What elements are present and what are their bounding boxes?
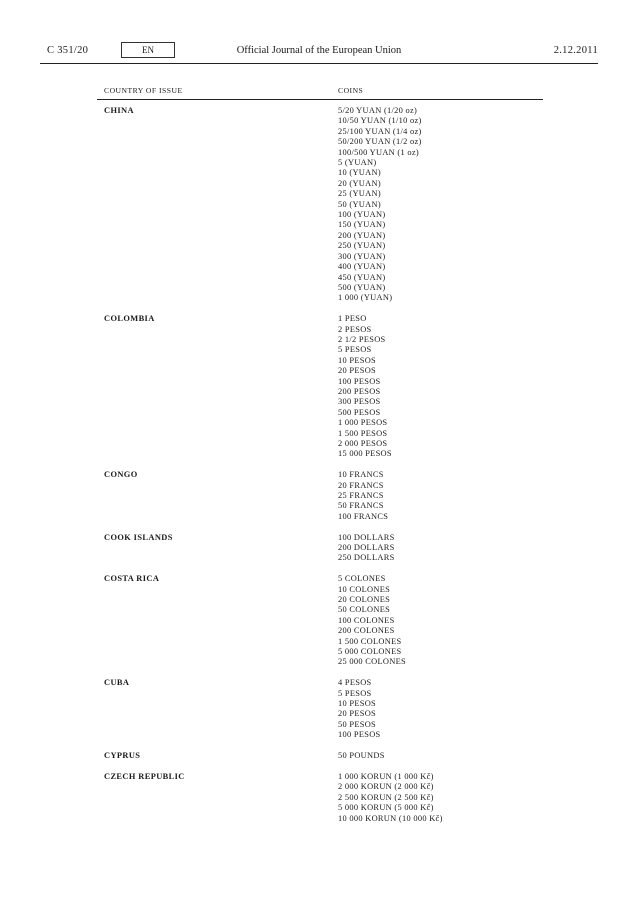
coin-denomination: 20 COLONES bbox=[338, 595, 391, 605]
table-row bbox=[104, 772, 542, 824]
coin-denomination: 450 (YUAN) bbox=[338, 272, 386, 282]
coin-denomination: 400 (YUAN) bbox=[338, 262, 386, 272]
table-row bbox=[104, 533, 542, 564]
column-header-divider bbox=[97, 99, 543, 100]
coin-denomination: 150 (YUAN) bbox=[338, 220, 386, 230]
coin-denomination: 5/20 YUAN (1/20 oz) bbox=[338, 106, 418, 115]
coin-denomination: 25 000 COLONES bbox=[338, 657, 406, 667]
coin-denomination: 1 000 (YUAN) bbox=[338, 293, 393, 303]
coin-denomination: 50 PESOS bbox=[338, 719, 377, 729]
coin-denomination: 10 PESOS bbox=[338, 699, 377, 709]
coin-list bbox=[338, 574, 406, 668]
coin-denomination: 250 DOLLARS bbox=[338, 553, 395, 563]
coin-denomination: 50 FRANCS bbox=[338, 501, 384, 511]
table-row bbox=[104, 314, 542, 460]
country-name: CHINA bbox=[104, 106, 134, 115]
coin-list bbox=[338, 314, 392, 460]
coin-denomination: 100 PESOS bbox=[338, 730, 381, 740]
coin-list bbox=[338, 772, 443, 824]
coin-denomination: 500 PESOS bbox=[338, 407, 381, 417]
coin-denomination: 2 500 KORUN (2 500 Kč) bbox=[338, 792, 434, 802]
coin-denomination: 5 PESOS bbox=[338, 688, 372, 698]
coin-denomination: 2 000 KORUN (2 000 Kč) bbox=[338, 782, 434, 792]
coin-denomination: 300 PESOS bbox=[338, 397, 381, 407]
coin-denomination: 25 (YUAN) bbox=[338, 189, 381, 199]
coin-list bbox=[338, 470, 388, 522]
coin-denomination: 2 PESOS bbox=[338, 324, 372, 334]
coin-denomination: 100 FRANCS bbox=[338, 511, 389, 521]
coin-denomination: 1 000 KORUN (1 000 Kč) bbox=[338, 771, 434, 781]
table-row bbox=[104, 574, 542, 668]
coin-list bbox=[338, 106, 422, 304]
header-divider bbox=[40, 63, 598, 64]
coin-denomination: 10 FRANCS bbox=[338, 470, 384, 480]
coin-denomination: 100 PESOS bbox=[338, 376, 381, 386]
coin-denomination: 1 500 PESOS bbox=[338, 428, 388, 438]
coin-denomination: 25 FRANCS bbox=[338, 491, 384, 500]
coin-list bbox=[338, 533, 395, 564]
coin-list bbox=[338, 678, 381, 740]
coin-list bbox=[338, 751, 385, 761]
coin-denomination: 100 DOLLARS bbox=[338, 532, 395, 542]
country-name: CONGO bbox=[104, 470, 138, 480]
coin-denomination: 200 COLONES bbox=[338, 626, 395, 636]
coin-denomination: 200 (YUAN) bbox=[338, 230, 386, 240]
coin-denomination: 10/50 YUAN (1/10 oz) bbox=[338, 116, 422, 126]
country-name: COLOMBIA bbox=[104, 314, 155, 324]
coin-denomination: 5 (YUAN) bbox=[338, 158, 377, 168]
coin-denomination: 100 COLONES bbox=[338, 615, 395, 625]
coins-table bbox=[104, 106, 542, 834]
coin-denomination: 300 (YUAN) bbox=[338, 251, 386, 261]
country-name: COSTA RICA bbox=[104, 574, 160, 584]
coin-denomination: 5 000 KORUN (5 000 Kč) bbox=[338, 803, 434, 813]
coin-denomination: 2 000 PESOS bbox=[338, 438, 388, 448]
coin-denomination: 500 (YUAN) bbox=[338, 282, 386, 292]
column-header-country: COUNTRY OF ISSUE bbox=[104, 86, 183, 95]
country-name: CZECH REPUBLIC bbox=[104, 771, 185, 781]
country-name: CUBA bbox=[104, 678, 130, 688]
coin-denomination: 1 500 COLONES bbox=[338, 636, 402, 646]
coin-denomination: 50 COLONES bbox=[338, 605, 391, 615]
coin-denomination: 5 000 COLONES bbox=[338, 647, 402, 657]
coin-denomination: 4 PESOS bbox=[338, 678, 372, 688]
coin-denomination: 10 (YUAN) bbox=[338, 168, 381, 178]
coin-denomination: 100 (YUAN) bbox=[338, 210, 386, 220]
coin-denomination: 10 PESOS bbox=[338, 355, 377, 365]
country-name: COOK ISLANDS bbox=[104, 532, 173, 542]
coin-denomination: 20 PESOS bbox=[338, 709, 377, 719]
column-header-coins: COINS bbox=[338, 86, 364, 95]
table-row bbox=[104, 751, 542, 761]
coin-denomination: 1 PESO bbox=[338, 314, 367, 324]
table-row bbox=[104, 106, 542, 304]
journal-reference: C 351/20 bbox=[47, 45, 89, 56]
coin-denomination: 200 DOLLARS bbox=[338, 543, 395, 553]
page-header bbox=[40, 40, 598, 62]
table-row bbox=[104, 678, 542, 740]
country-name: CYPRUS bbox=[104, 751, 141, 761]
coin-denomination: 1 000 PESOS bbox=[338, 418, 388, 428]
coin-denomination: 10 COLONES bbox=[338, 584, 391, 594]
coin-denomination: 2 1/2 PESOS bbox=[338, 334, 386, 344]
coin-denomination: 20 FRANCS bbox=[338, 480, 384, 490]
coin-denomination: 100/500 YUAN (1 oz) bbox=[338, 147, 419, 157]
coin-denomination: 10 000 KORUN (10 000 Kč) bbox=[338, 813, 443, 823]
coin-denomination: 200 PESOS bbox=[338, 386, 381, 396]
journal-title: Official Journal of the European Union bbox=[236, 45, 402, 56]
coin-denomination: 20 (YUAN) bbox=[338, 178, 381, 188]
coin-denomination: 5 COLONES bbox=[338, 574, 386, 584]
coin-denomination: 15 000 PESOS bbox=[338, 449, 392, 459]
coin-denomination: 5 PESOS bbox=[338, 345, 372, 355]
coin-denomination: 250 (YUAN) bbox=[338, 241, 386, 251]
table-row bbox=[104, 470, 542, 522]
coin-denomination: 25/100 YUAN (1/4 oz) bbox=[338, 126, 422, 136]
publication-date: 2.12.2011 bbox=[553, 45, 598, 56]
coin-denomination: 20 PESOS bbox=[338, 366, 377, 376]
language-badge: EN bbox=[121, 42, 175, 58]
coin-denomination: 50 (YUAN) bbox=[338, 199, 381, 209]
coin-denomination: 50/200 YUAN (1/2 oz) bbox=[338, 137, 422, 147]
coin-denomination: 50 POUNDS bbox=[338, 751, 385, 761]
